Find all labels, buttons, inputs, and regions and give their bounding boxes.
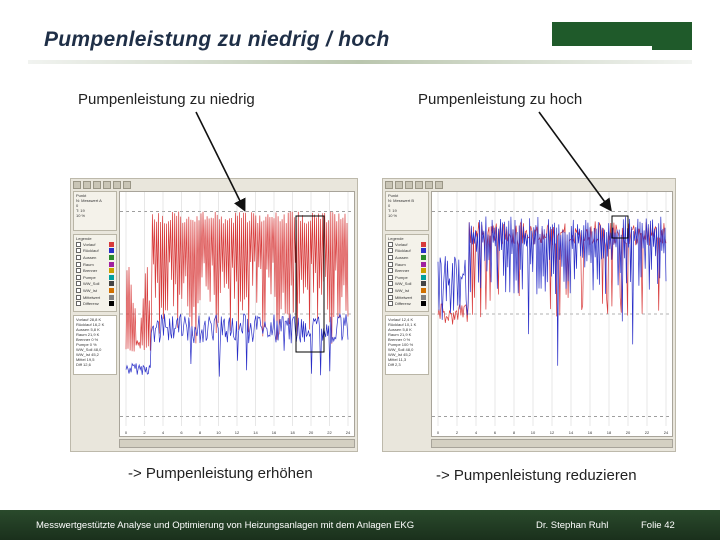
info-line: N: Messwert B [388, 198, 415, 203]
x-tick-label: 20 [625, 430, 631, 435]
legend-label: Aussen [395, 254, 409, 260]
legend-label: Vorlauf [395, 241, 408, 247]
footer-slide-number: Folie 42 [641, 520, 675, 531]
legend-label: Raum [83, 261, 94, 267]
list-item: Aussen 5,8 K [76, 327, 100, 332]
legend-label: WW_Soll [83, 281, 100, 287]
info-line: Punkt [76, 193, 87, 198]
list-item: Rücklauf 16,2 K [76, 322, 105, 327]
x-tick-label: 24 [345, 430, 351, 435]
x-tick-label: 10 [216, 430, 221, 435]
list-item: Diff 12,6 [76, 362, 91, 367]
x-tick-label: 8 [198, 430, 202, 435]
list-item: Raum 21,9 K [76, 332, 100, 337]
x-tick-label: 2 [143, 430, 146, 435]
list-item: Raum 21,9 K [388, 332, 412, 337]
x-tick-label: 6 [493, 430, 497, 435]
x-tick-label: 18 [606, 430, 612, 435]
list-item: Mittel 11,3 [388, 357, 407, 362]
legend-label: Mittelwert [83, 294, 101, 300]
x-tick-label: 8 [512, 430, 516, 435]
list-item: WW_Ist 45,2 [388, 352, 411, 357]
list-item: Pumpe 0 % [76, 342, 97, 347]
footer-author: Dr. Stephan Ruhl [536, 520, 609, 531]
x-tick-label: 12 [549, 430, 555, 435]
right-caption: -> Pumpenleistung reduzieren [436, 467, 637, 484]
legend-label: Pumpe [83, 274, 96, 280]
left-heading: Pumpenleistung zu niedrig [78, 91, 255, 108]
legend-label: Differenz [395, 301, 411, 307]
legend-label: Brenner [395, 268, 410, 274]
legend-label: Vorlauf [83, 241, 96, 247]
legend-label: Raum [395, 261, 406, 267]
x-tick-label: 14 [253, 430, 258, 435]
info-line: Punkt [388, 193, 399, 198]
legend-label: Brenner [83, 268, 98, 274]
info-line: 10 % [76, 213, 86, 218]
list-item: Vorlauf 28,8 K [76, 317, 102, 322]
x-tick-label: 0 [436, 430, 440, 435]
x-tick-label: 0 [124, 430, 128, 435]
legend-label: Differenz [83, 301, 99, 307]
list-item: Brenner 0 % [388, 337, 411, 342]
x-tick-label: 24 [663, 430, 669, 435]
info-line: T: 19 [76, 208, 85, 213]
left-arrow [196, 112, 244, 209]
info-line: 10 % [388, 213, 398, 218]
x-tick-label: 18 [290, 430, 295, 435]
legend-label: WW_Ist [83, 287, 97, 293]
list-item: Brenner 0 % [76, 337, 99, 342]
right-heading: Pumpenleistung zu hoch [418, 91, 583, 108]
list-item: WW_Ist 45,2 [76, 352, 99, 357]
footer-description: Messwertgestützte Analyse und Optimierung von Heizungsanlagen mit dem Anlagen EKG [36, 520, 415, 531]
slide-title: Pumpenleistung zu niedrig / hoch [44, 28, 390, 51]
info-line: N: Messwert A [76, 198, 102, 203]
info-line: 0 [76, 203, 79, 208]
left-caption: -> Pumpenleistung erhöhen [128, 465, 313, 482]
list-item: Vorlauf 12,4 K [388, 317, 414, 322]
list-item: WW_Soll 48,0 [76, 347, 102, 352]
legend-label: Rücklauf [83, 248, 99, 254]
x-tick-label: 22 [327, 430, 332, 435]
legend-label: WW_Ist [395, 287, 409, 293]
legend-label: WW_Soll [395, 281, 412, 287]
x-tick-label: 14 [568, 430, 574, 435]
x-tick-label: 4 [161, 430, 165, 435]
legend-label: Pumpe [395, 274, 408, 280]
x-tick-label: 6 [180, 430, 183, 435]
right-arrow [539, 112, 610, 209]
list-item: Mittel 19,5 [76, 357, 95, 362]
list-item: Diff 2,3 [388, 362, 401, 367]
x-tick-label: 22 [644, 430, 650, 435]
x-tick-label: 4 [474, 430, 478, 435]
list-item: Aussen 5,8 K [388, 327, 412, 332]
legend-title: Legende [388, 236, 404, 241]
info-line: T: 19 [388, 208, 397, 213]
x-tick-label: 10 [530, 430, 536, 435]
x-tick-label: 16 [271, 430, 277, 435]
info-line: 0 [388, 203, 391, 208]
x-tick-label: 16 [587, 430, 593, 435]
legend-label: Aussen [83, 254, 97, 260]
legend-title: Legende [76, 236, 92, 241]
list-item: WW_Soll 48,0 [388, 347, 414, 352]
legend-label: Rücklauf [395, 248, 411, 254]
x-tick-label: 20 [308, 430, 314, 435]
list-item: Pumpe 100 % [388, 342, 414, 347]
list-item: Rücklauf 10,1 K [388, 322, 417, 327]
slide-footer [0, 510, 720, 540]
legend-label: Mittelwert [395, 294, 413, 300]
x-tick-label: 12 [234, 430, 240, 435]
x-tick-label: 2 [455, 430, 459, 435]
